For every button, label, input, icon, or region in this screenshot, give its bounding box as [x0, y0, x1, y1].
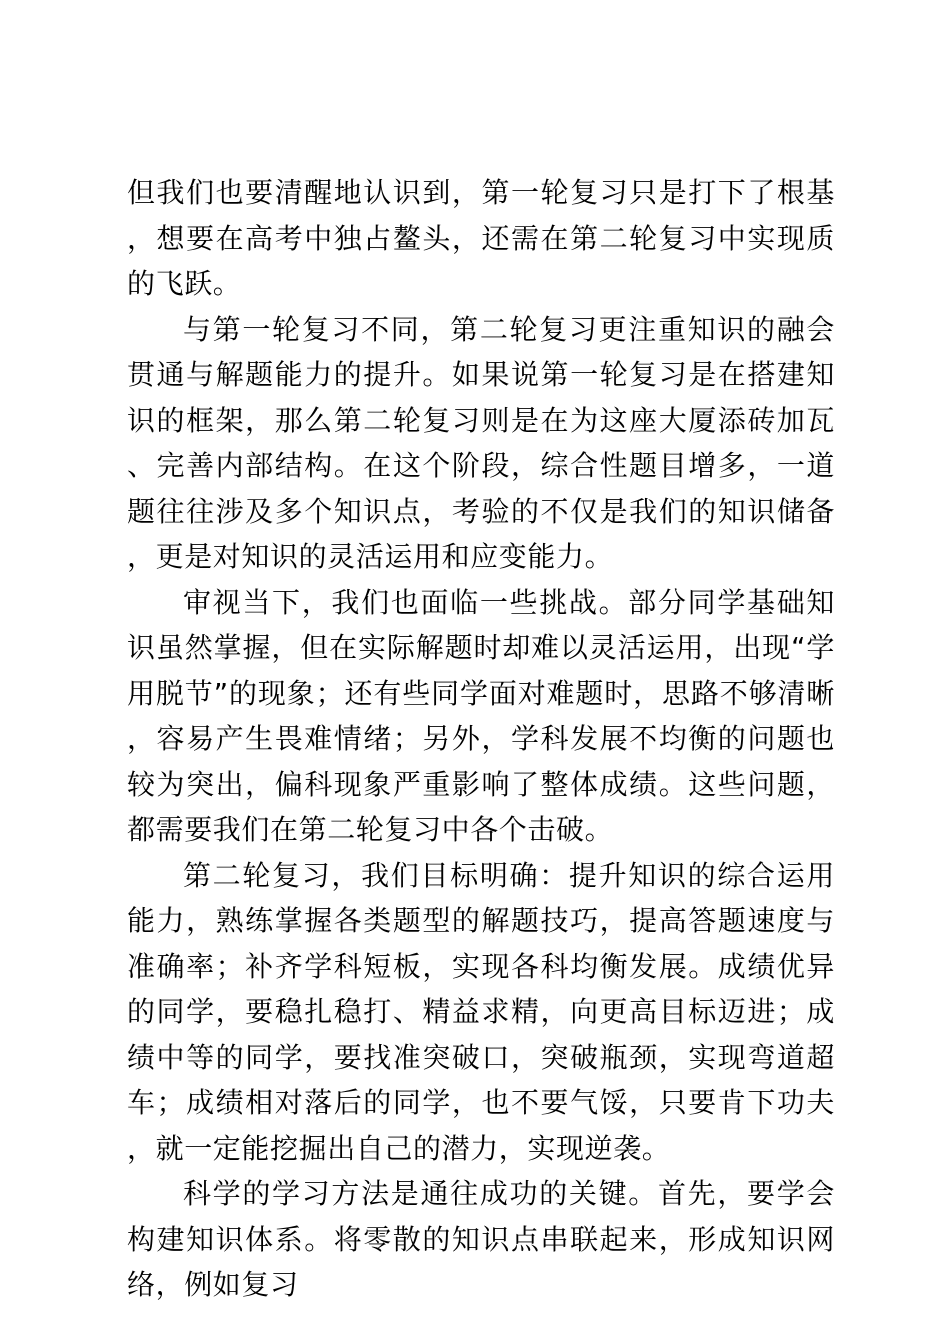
paragraph-1: 但我们也要清醒地认识到，第一轮复习只是打下了根基，想要在高考中独占鳌头，还需在第二轮复习中实现质的飞跃。 [127, 176, 835, 300]
paragraph-4: 第二轮复习，我们目标明确：提升知识的综合运用能力，熟练掌握各类题型的解题技巧，提高答题速度与准确率；补齐学科短板，实现各科均衡发展。成绩优异的同学，要稳扎稳打、精益求精，向更高目标迈进；成绩中等的同学，要找准突破口，突破瓶颈，实现弯道超车；成绩相对落后的同学，也不要气馁，只要肯下功夫，就一定能挖掘出自己的潜力，实现逆袭。 [127, 858, 835, 1165]
document-body [127, 170, 835, 1308]
paragraph-5: 科学的学习方法是通往成功的关键。首先，要学会构建知识体系。将零散的知识点串联起来，形成知识网络，例如复习 [127, 1177, 835, 1301]
paragraph-3: 审视当下，我们也面临一些挑战。部分同学基础知识虽然掌握，但在实际解题时却难以灵活运用，出现“学用脱节”的现象；还有些同学面对难题时，思路不够清晰，容易产生畏难情绪；另外，学科发展不均衡的问题也较为突出，偏科现象严重影响了整体成绩。这些问题，都需要我们在第二轮复习中各个击破。 [127, 585, 835, 846]
paragraph-2: 与第一轮复习不同，第二轮复习更注重知识的融会贯通与解题能力的提升。如果说第一轮复习是在搭建知识的框架，那么第二轮复习则是在为这座大厦添砖加瓦、完善内部结构。在这个阶段，综合性题目增多，一道题往往涉及多个知识点，考验的不仅是我们的知识储备，更是对知识的灵活运用和应变能力。 [127, 312, 835, 573]
